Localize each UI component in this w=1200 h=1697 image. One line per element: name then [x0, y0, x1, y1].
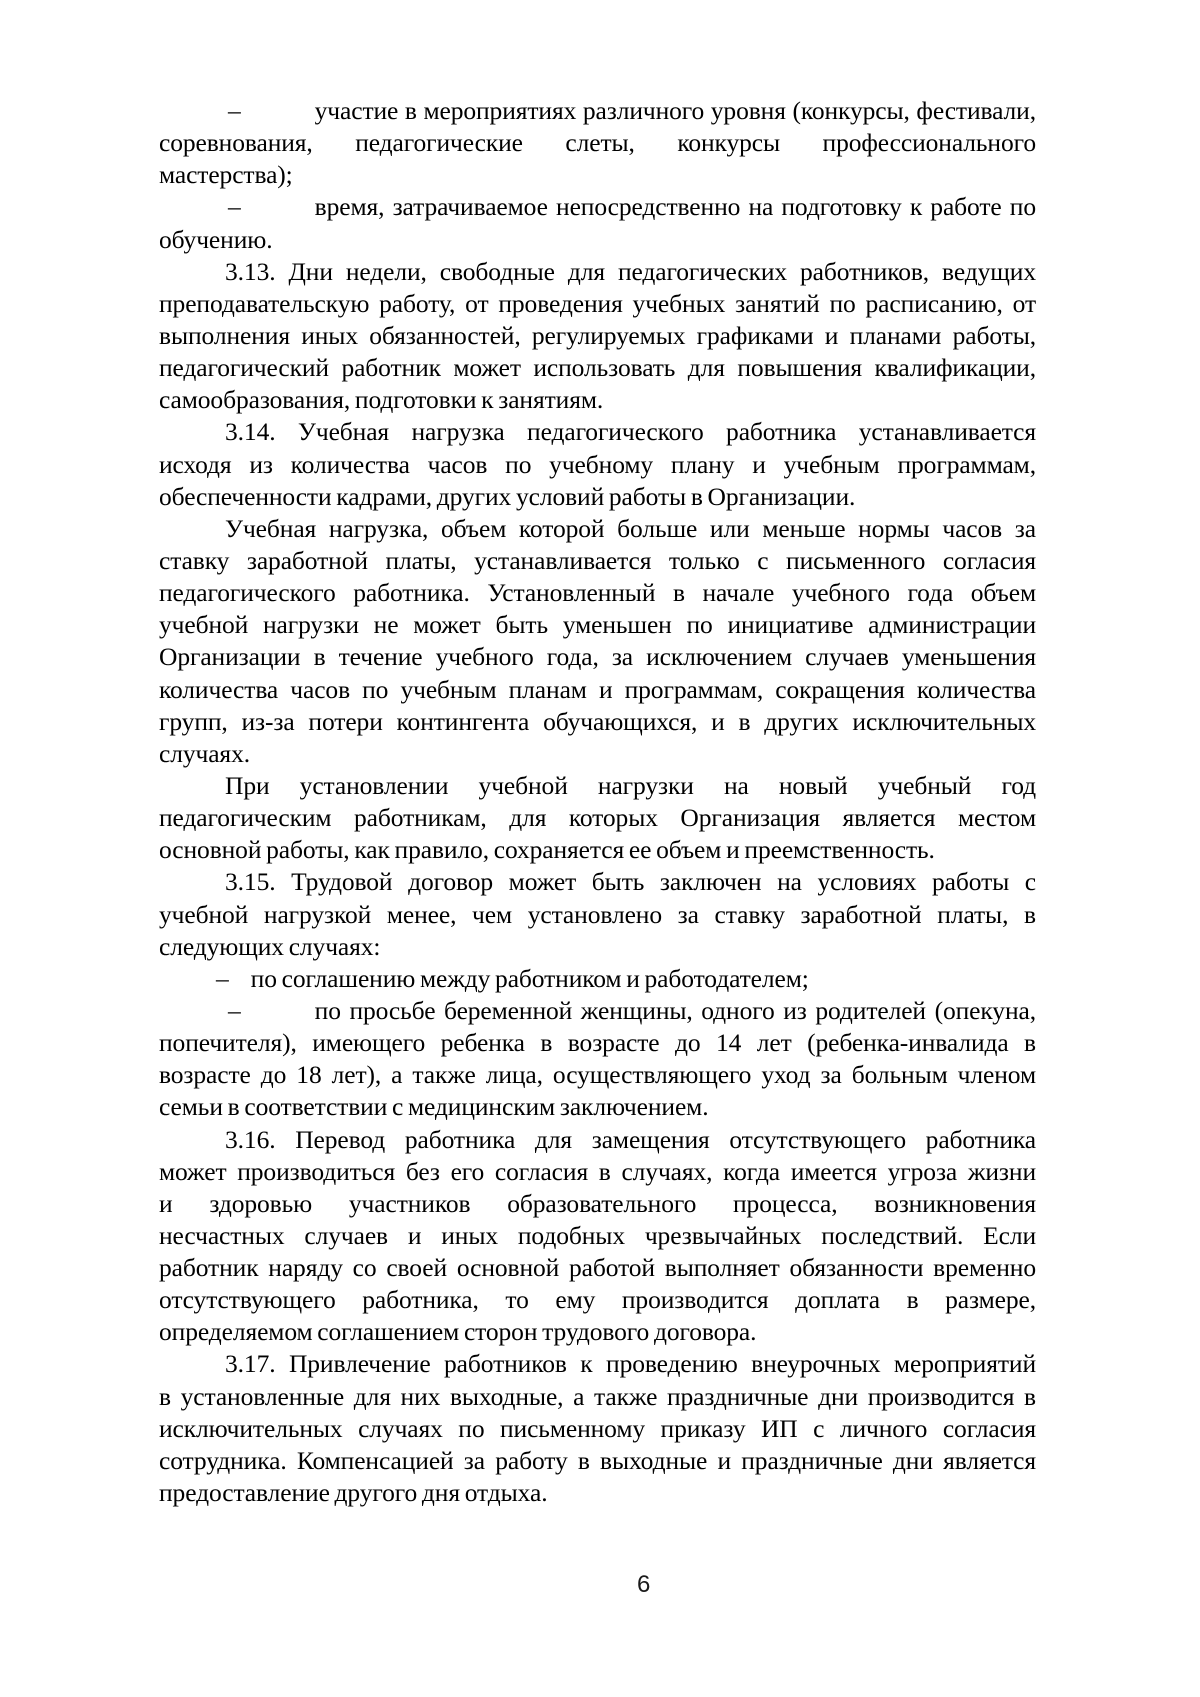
- line-text: учебной нагрузки не может быть уменьшен по инициативе администрации: [159, 610, 1036, 640]
- line-text: определяемом соглашением сторон трудового договора.: [159, 1317, 757, 1347]
- line-text: попечителя), имеющего ребенка в возрасте до 14 лет (ребенка-инвалида в: [159, 1028, 1036, 1058]
- first-line-indent: [159, 889, 225, 890]
- line-text: 3.13. Дни недели, свободные для педагогических работников, ведущих: [225, 256, 1036, 286]
- line-text: 3.16. Перевод работника для замещения отсутствующего работника: [225, 1124, 1036, 1154]
- bullet-dash: –: [228, 96, 241, 125]
- text-line: [159, 352, 1036, 384]
- first-line-indent: [159, 1147, 225, 1148]
- line-text: работник наряду со своей основной работой выполняет обязанности временно: [159, 1253, 1036, 1283]
- line-text: мастерства);: [159, 160, 293, 190]
- text-line: [159, 224, 1036, 256]
- line-text: самообразования, подготовки к занятиям.: [159, 385, 604, 415]
- text-line: [159, 1124, 1036, 1156]
- bullet-gap: [241, 1018, 315, 1019]
- text-line: [159, 1445, 1036, 1477]
- text-line: [159, 834, 1036, 866]
- line-text: преподавательскую работу, от проведения учебных занятий по расписанию, от: [159, 288, 1036, 318]
- text-line: [159, 416, 1036, 448]
- line-text: случаях.: [159, 738, 250, 768]
- text-line: [159, 899, 1036, 931]
- text-line: [159, 1381, 1036, 1413]
- paragraph-7: [159, 866, 1036, 962]
- text-line: [159, 609, 1036, 641]
- line-text: Организации в течение учебного года, за исключением случаев уменьшения: [159, 642, 1036, 672]
- text-line: [159, 449, 1036, 481]
- text-line: [159, 1284, 1036, 1316]
- line-text: соревнования, педагогические слеты, конкурсы профессионального: [159, 128, 1036, 158]
- text-line: [159, 256, 1036, 288]
- text-line: [159, 706, 1036, 738]
- text-line: [159, 191, 1036, 223]
- line-text: по соглашению между работником и работодателем;: [250, 963, 809, 993]
- line-text: участие в мероприятиях различного уровня (конкурсы, фестивали,: [314, 96, 1036, 125]
- line-text: исходя из количества часов по учебному плану и учебным программам,: [159, 449, 1036, 479]
- paragraph-10: [159, 1124, 1036, 1349]
- text-line: [159, 513, 1036, 545]
- line-text: обучению.: [159, 224, 273, 254]
- bullet-gap: [241, 214, 315, 215]
- text-line: [159, 674, 1036, 706]
- text-line: [159, 1220, 1036, 1252]
- line-text: и здоровью участников образовательного процесса, возникновения: [159, 1188, 1036, 1218]
- line-text: обеспеченности кадрами, других условий работы в Организации.: [159, 481, 856, 511]
- first-line-indent: [159, 279, 225, 280]
- line-text: Учебная нагрузка, объем которой больше или меньше нормы часов за: [225, 513, 1036, 543]
- text-line: [159, 320, 1036, 352]
- first-line-indent: [159, 793, 225, 794]
- line-text: выполнения иных обязанностей, регулируемых графиками и планами работы,: [159, 320, 1036, 350]
- paragraph-4: [159, 416, 1036, 512]
- line-text: следующих случаях:: [159, 931, 381, 961]
- text-line: [159, 641, 1036, 673]
- line-text: ставку заработной платы, устанавливается только с письменного согласия: [159, 545, 1036, 575]
- text-line: [159, 288, 1036, 320]
- line-text: При установлении учебной нагрузки на новый учебный год: [225, 770, 1036, 800]
- text-line: [159, 931, 1036, 963]
- bullet-gap: [229, 986, 251, 987]
- line-text: сотрудника. Компенсацией за работу в выходные и праздничные дни является: [159, 1445, 1036, 1475]
- text-line: [159, 995, 1036, 1027]
- first-line-indent: [159, 1018, 228, 1019]
- text-line: [159, 1413, 1036, 1445]
- line-text: предоставление другого дня отдыха.: [159, 1478, 548, 1508]
- paragraph-6: [159, 770, 1036, 866]
- line-text: количества часов по учебным планам и программам, сокращения количества: [159, 674, 1036, 704]
- paragraph-2: [159, 191, 1036, 255]
- line-text: групп, из-за потери контингента обучающихся, и в других исключительных: [159, 706, 1036, 736]
- line-text: семьи в соответствии с медицинским заключением.: [159, 1092, 709, 1122]
- text-line: [159, 95, 1036, 127]
- first-line-indent: [159, 118, 228, 119]
- text-line: [159, 963, 1036, 995]
- text-line: [159, 481, 1036, 513]
- paragraph-3: [159, 256, 1036, 417]
- text-line: [159, 1156, 1036, 1188]
- line-text: несчастных случаев и иных подобных чрезвычайных последствий. Если: [159, 1220, 1036, 1250]
- line-text: 3.14. Учебная нагрузка педагогического работника устанавливается: [225, 417, 1036, 447]
- line-text: педагогический работник может использовать для повышения квалификации,: [159, 353, 1036, 383]
- line-text: время, затрачиваемое непосредственно на подготовку к работе по: [314, 192, 1036, 222]
- text-line: [159, 577, 1036, 609]
- text-line: [159, 738, 1036, 770]
- text-line: [159, 1188, 1036, 1220]
- text-line: [159, 802, 1036, 834]
- text-line: [159, 1316, 1036, 1348]
- first-line-indent: [159, 1371, 225, 1372]
- line-text: отсутствующего работника, то ему производится доплата в размере,: [159, 1285, 1036, 1315]
- bullet-dash: –: [228, 995, 241, 1025]
- line-text: педагогическим работникам, для которых Организация является местом: [159, 803, 1036, 833]
- paragraph-1: [159, 95, 1036, 191]
- first-line-indent: [159, 986, 216, 987]
- text-line: [159, 866, 1036, 898]
- text-line: [159, 1059, 1036, 1091]
- text-line: [159, 770, 1036, 802]
- text-line: [159, 1252, 1036, 1284]
- bullet-dash: –: [216, 963, 229, 993]
- document-text: [159, 95, 1036, 1509]
- line-text: педагогического работника. Установленный в начале учебного года объем: [159, 578, 1036, 608]
- text-line: [159, 1091, 1036, 1123]
- paragraph-11: [159, 1348, 1036, 1509]
- line-text: основной работы, как правило, сохраняется ее объем и преемственность.: [159, 835, 935, 865]
- line-text: 3.15. Трудовой договор может быть заключен на условиях работы с: [225, 867, 1036, 897]
- paragraph-9: [159, 995, 1036, 1124]
- first-line-indent: [159, 536, 225, 537]
- bullet-gap: [241, 118, 315, 119]
- paragraph-5: [159, 513, 1036, 770]
- text-line: [159, 1027, 1036, 1059]
- text-line: [159, 545, 1036, 577]
- page-number: 6: [637, 1571, 651, 1598]
- line-text: 3.17. Привлечение работников к проведению внеурочных мероприятий: [225, 1349, 1036, 1379]
- line-text: по просьбе беременной женщины, одного из родителей (опекуна,: [314, 995, 1036, 1025]
- text-line: [159, 127, 1036, 159]
- text-line: [159, 159, 1036, 191]
- line-text: в установленные для них выходные, а также праздничные дни производится в: [159, 1381, 1036, 1411]
- line-text: возрасте до 18 лет), а также лица, осуществляющего уход за больным членом: [159, 1060, 1036, 1090]
- text-line: [159, 1477, 1036, 1509]
- text-line: [159, 384, 1036, 416]
- line-text: учебной нагрузкой менее, чем установлено за ставку заработной платы, в: [159, 899, 1036, 929]
- paragraph-8: [159, 963, 1036, 995]
- first-line-indent: [159, 214, 228, 215]
- line-text: исключительных случаях по письменному приказу ИП с личного согласия: [159, 1413, 1036, 1443]
- text-line: [159, 1348, 1036, 1380]
- bullet-dash: –: [228, 192, 241, 222]
- line-text: может производиться без его согласия в случаях, когда имеется угроза жизни: [159, 1156, 1036, 1186]
- first-line-indent: [159, 439, 225, 440]
